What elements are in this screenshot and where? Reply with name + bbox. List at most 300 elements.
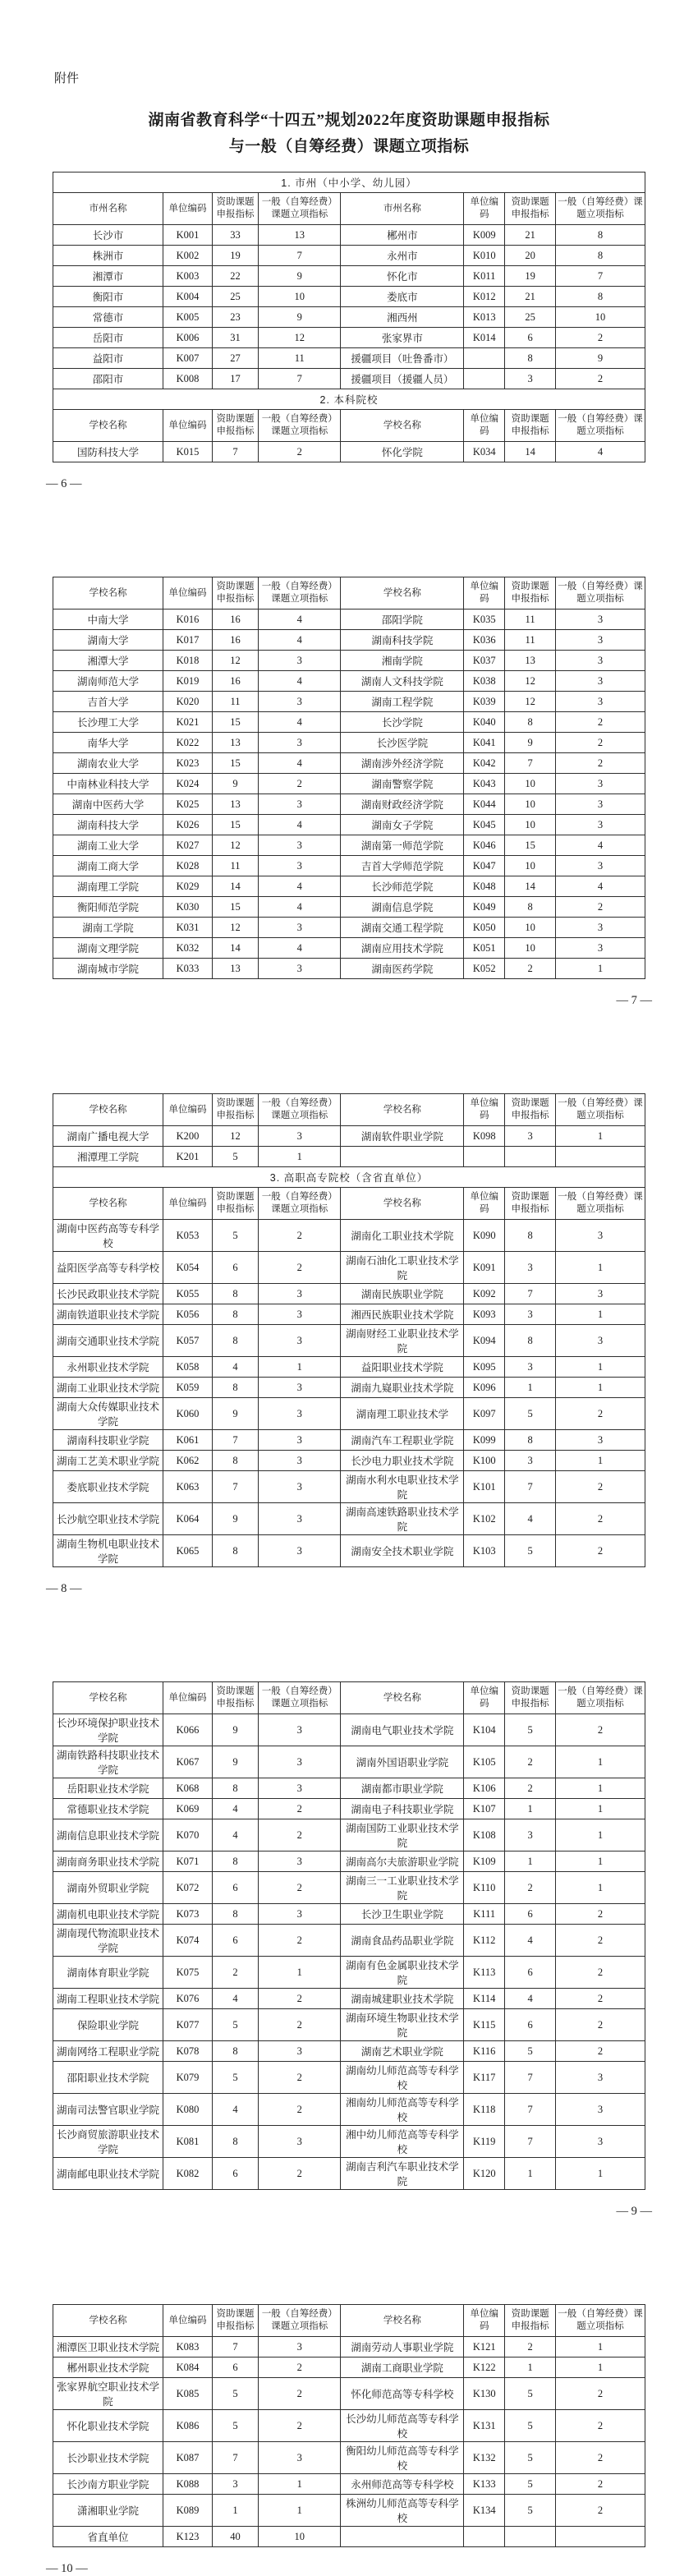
funded-quota-cell: 1	[505, 1852, 556, 1872]
general-quota-cell: 1	[556, 1304, 645, 1325]
name-cell: 衡阳幼儿师范高等专科学校	[341, 2442, 464, 2474]
general-quota-cell: 3	[556, 610, 645, 630]
name-cell: 省直单位	[53, 2527, 163, 2547]
name-cell: 湖南工程职业技术学院	[53, 1989, 163, 2009]
column-header: 一般（自筹经费）课题立项指标	[259, 1094, 341, 1126]
unit-code-cell: K039	[464, 692, 505, 712]
unit-code-cell: K116	[464, 2041, 505, 2062]
funded-quota-cell: 3	[212, 2474, 258, 2495]
name-cell: 湖南医药学院	[341, 959, 464, 979]
unit-code-cell: K041	[464, 733, 505, 753]
page-block	[46, 2304, 645, 2576]
funded-quota-cell: 2	[505, 959, 556, 979]
name-cell: 湖南中医药高等专科学校	[53, 1220, 163, 1252]
funded-quota-cell: 8	[212, 2041, 258, 2062]
name-cell: 湖南科技职业学院	[53, 1430, 163, 1451]
table-row	[53, 630, 645, 651]
funded-quota-cell: 19	[505, 266, 556, 287]
general-quota-cell: 4	[259, 712, 341, 733]
unit-code-cell: K012	[464, 287, 505, 307]
general-quota-cell: 2	[259, 2358, 341, 2378]
general-quota-cell: 1	[556, 1778, 645, 1799]
funded-quota-cell: 12	[212, 651, 258, 671]
unit-code-cell: K106	[464, 1778, 505, 1799]
header-row	[53, 1682, 645, 1714]
column-header: 一般（自筹经费）课题立项指标	[259, 1188, 341, 1220]
unit-code-cell: K095	[464, 1357, 505, 1378]
column-header: 学校名称	[341, 1682, 464, 1714]
table-row	[53, 1925, 645, 1957]
unit-code-cell: K094	[464, 1325, 505, 1357]
general-quota-cell: 2	[556, 712, 645, 733]
name-cell: 长沙师范学院	[341, 876, 464, 897]
general-quota-cell: 4	[556, 835, 645, 856]
unit-code-cell: K098	[464, 1126, 505, 1147]
column-header: 单位编码	[163, 2305, 213, 2337]
unit-code-cell: K060	[163, 1398, 213, 1430]
name-cell: 湖南交通职业技术学院	[53, 1325, 163, 1357]
funded-quota-cell: 5	[212, 2410, 258, 2442]
funded-quota-cell: 5	[212, 1220, 258, 1252]
table-row	[53, 1357, 645, 1378]
name-cell: 湖南体育职业学院	[53, 1957, 163, 1989]
column-header: 学校名称	[53, 1188, 163, 1220]
name-cell: 湘西民族职业技术学院	[341, 1304, 464, 1325]
general-quota-cell: 2	[556, 1957, 645, 1989]
column-header: 单位编码	[464, 1682, 505, 1714]
funded-quota-cell: 7	[212, 1471, 258, 1503]
funded-quota-cell: 15	[505, 835, 556, 856]
column-header: 资助课题申报指标	[505, 1682, 556, 1714]
name-cell: 湖南工程学院	[341, 692, 464, 712]
name-cell: 吉首大学师范学院	[341, 856, 464, 876]
column-header: 学校名称	[53, 1682, 163, 1714]
table-row	[53, 442, 645, 462]
general-quota-cell: 4	[259, 938, 341, 959]
unit-code-cell: K075	[163, 1957, 213, 1989]
general-quota-cell: 13	[259, 225, 341, 246]
funded-quota-cell: 15	[212, 897, 258, 918]
unit-code-cell: K020	[163, 692, 213, 712]
general-quota-cell: 3	[259, 856, 341, 876]
name-cell: 娄底市	[341, 287, 464, 307]
page-number: — 6 —	[46, 477, 82, 490]
name-cell: 邵阳学院	[341, 610, 464, 630]
name-cell: 湖南交通工程学院	[341, 918, 464, 938]
name-cell: 长沙幼儿师范高等专科学校	[341, 2410, 464, 2442]
funded-quota-cell: 3	[505, 1252, 556, 1284]
name-cell: 湖南涉外经济学院	[341, 753, 464, 774]
general-quota-cell: 2	[259, 2158, 341, 2190]
name-cell: 援疆项目（援疆人员）	[341, 369, 464, 389]
name-cell: 湘南幼儿师范高等专科学校	[341, 2094, 464, 2126]
name-cell: 湖南工艺美术职业学院	[53, 1451, 163, 1471]
unit-code-cell: K068	[163, 1778, 213, 1799]
funded-quota-cell: 8	[212, 1852, 258, 1872]
column-header: 资助课题申报指标	[212, 410, 258, 442]
general-quota-cell: 3	[259, 1304, 341, 1325]
name-cell: 长沙南方职业学院	[53, 2474, 163, 2495]
general-quota-cell: 2	[556, 2495, 645, 2527]
name-cell: 长沙医学院	[341, 733, 464, 753]
unit-code-cell: K022	[163, 733, 213, 753]
name-cell: 湖南人文科技学院	[341, 671, 464, 692]
general-quota-cell: 1	[556, 1799, 645, 1819]
table-row	[53, 1819, 645, 1852]
table-row	[53, 918, 645, 938]
unit-code-cell: K097	[464, 1398, 505, 1430]
unit-code-cell: K084	[163, 2358, 213, 2378]
name-cell: 湖南理工学院	[53, 876, 163, 897]
unit-code-cell: K099	[464, 1430, 505, 1451]
table-row	[53, 2495, 645, 2527]
general-quota-cell: 1	[556, 1746, 645, 1778]
section-title: 1. 市州（中小学、幼儿园）	[53, 172, 645, 193]
general-quota-cell: 8	[556, 287, 645, 307]
unit-code-cell: K078	[163, 2041, 213, 2062]
funded-quota-cell: 25	[212, 287, 258, 307]
unit-code-cell: K131	[464, 2410, 505, 2442]
header-row	[53, 410, 645, 442]
unit-code-cell: K026	[163, 815, 213, 835]
table-row	[53, 897, 645, 918]
name-cell: 湖南工学院	[53, 918, 163, 938]
funded-quota-cell: 4	[212, 1799, 258, 1819]
funded-quota-cell: 10	[505, 856, 556, 876]
general-quota-cell: 3	[259, 1430, 341, 1451]
table-row	[53, 1398, 645, 1430]
general-quota-cell: 2	[556, 1925, 645, 1957]
funded-quota-cell: 27	[212, 348, 258, 369]
general-quota-cell: 4	[556, 876, 645, 897]
general-quota-cell: 2	[556, 2041, 645, 2062]
general-quota-cell: 9	[259, 307, 341, 328]
column-header: 单位编码	[464, 1188, 505, 1220]
unit-code-cell: K085	[163, 2378, 213, 2410]
general-quota-cell: 3	[259, 1378, 341, 1398]
funded-quota-cell	[505, 2527, 556, 2547]
general-quota-cell: 2	[259, 1925, 341, 1957]
general-quota-cell: 2	[556, 733, 645, 753]
funded-quota-cell: 6	[212, 2358, 258, 2378]
name-cell: 湖南铁道职业技术学院	[53, 1304, 163, 1325]
funded-quota-cell: 5	[212, 1147, 258, 1167]
funded-quota-cell: 13	[212, 959, 258, 979]
unit-code-cell: K200	[163, 1126, 213, 1147]
column-header: 单位编码	[464, 1094, 505, 1126]
indicator-table	[53, 2304, 645, 2547]
name-cell	[341, 1147, 464, 1167]
funded-quota-cell: 21	[505, 225, 556, 246]
funded-quota-cell: 15	[212, 753, 258, 774]
table-row	[53, 1304, 645, 1325]
unit-code-cell: K063	[163, 1471, 213, 1503]
general-quota-cell: 3	[556, 1284, 645, 1304]
name-cell: 郴州职业技术学院	[53, 2358, 163, 2378]
name-cell: 湖南水利水电职业技术学院	[341, 1471, 464, 1503]
column-header: 学校名称	[341, 1094, 464, 1126]
unit-code-cell: K130	[464, 2378, 505, 2410]
general-quota-cell: 3	[556, 2126, 645, 2158]
funded-quota-cell: 15	[212, 712, 258, 733]
funded-quota-cell: 5	[505, 1535, 556, 1567]
unit-code-cell	[464, 348, 505, 369]
name-cell: 湖南软件职业学院	[341, 1126, 464, 1147]
general-quota-cell: 1	[259, 1957, 341, 1989]
funded-quota-cell: 11	[212, 856, 258, 876]
general-quota-cell: 3	[259, 1535, 341, 1567]
unit-code-cell: K013	[464, 307, 505, 328]
unit-code-cell: K021	[163, 712, 213, 733]
column-header: 资助课题申报指标	[212, 1188, 258, 1220]
funded-quota-cell: 12	[212, 918, 258, 938]
funded-quota-cell: 23	[212, 307, 258, 328]
general-quota-cell	[556, 1147, 645, 1167]
unit-code-cell: K057	[163, 1325, 213, 1357]
general-quota-cell: 3	[556, 1430, 645, 1451]
general-quota-cell: 2	[556, 1904, 645, 1925]
column-header: 学校名称	[53, 1094, 163, 1126]
name-cell: 湘潭大学	[53, 651, 163, 671]
funded-quota-cell: 1	[505, 1378, 556, 1398]
unit-code-cell: K040	[464, 712, 505, 733]
unit-code-cell: K132	[464, 2442, 505, 2474]
unit-code-cell: K086	[163, 2410, 213, 2442]
funded-quota-cell: 16	[212, 671, 258, 692]
funded-quota-cell: 8	[505, 1430, 556, 1451]
name-cell: 益阳职业技术学院	[341, 1357, 464, 1378]
column-header: 单位编码	[464, 410, 505, 442]
name-cell: 湖南工业职业技术学院	[53, 1378, 163, 1398]
general-quota-cell: 2	[556, 2442, 645, 2474]
unit-code-cell: K077	[163, 2009, 213, 2041]
funded-quota-cell: 9	[212, 1746, 258, 1778]
funded-quota-cell: 8	[212, 1451, 258, 1471]
name-cell: 湖南都市职业学院	[341, 1778, 464, 1799]
name-cell: 湖南民族职业学院	[341, 1284, 464, 1304]
funded-quota-cell: 7	[212, 1430, 258, 1451]
funded-quota-cell: 22	[212, 266, 258, 287]
name-cell: 中南林业科技大学	[53, 774, 163, 794]
name-cell: 湖南现代物流职业技术学院	[53, 1925, 163, 1957]
unit-code-cell: K134	[464, 2495, 505, 2527]
name-cell: 湖南科技学院	[341, 630, 464, 651]
name-cell: 湖南科技大学	[53, 815, 163, 835]
funded-quota-cell: 9	[212, 1714, 258, 1746]
general-quota-cell: 3	[259, 651, 341, 671]
name-cell: 湖南劳动人事职业学院	[341, 2337, 464, 2358]
table-row	[53, 1220, 645, 1252]
funded-quota-cell: 15	[212, 815, 258, 835]
funded-quota-cell: 2	[505, 1746, 556, 1778]
general-quota-cell: 2	[259, 1252, 341, 1284]
name-cell: 湖南吉利汽车职业技术学院	[341, 2158, 464, 2190]
name-cell: 益阳市	[53, 348, 163, 369]
column-header: 单位编码	[163, 1094, 213, 1126]
unit-code-cell: K121	[464, 2337, 505, 2358]
column-header: 一般（自筹经费）课题立项指标	[259, 1682, 341, 1714]
unit-code-cell: K081	[163, 2126, 213, 2158]
funded-quota-cell: 13	[212, 733, 258, 753]
funded-quota-cell: 6	[505, 2009, 556, 2041]
name-cell: 衡阳市	[53, 287, 163, 307]
name-cell: 南华大学	[53, 733, 163, 753]
unit-code-cell: K111	[464, 1904, 505, 1925]
general-quota-cell: 3	[556, 692, 645, 712]
funded-quota-cell: 6	[212, 1252, 258, 1284]
name-cell: 湖南女子学院	[341, 815, 464, 835]
unit-code-cell: K093	[464, 1304, 505, 1325]
column-header: 资助课题申报指标	[505, 1188, 556, 1220]
general-quota-cell: 3	[259, 1451, 341, 1471]
funded-quota-cell: 8	[505, 897, 556, 918]
unit-code-cell: K083	[163, 2337, 213, 2358]
general-quota-cell: 4	[259, 610, 341, 630]
name-cell: 湖南幼儿师范高等专科学校	[341, 2062, 464, 2094]
funded-quota-cell: 3	[505, 369, 556, 389]
unit-code-cell	[464, 369, 505, 389]
column-header: 市州名称	[53, 193, 163, 225]
general-quota-cell: 4	[556, 442, 645, 462]
column-header: 学校名称	[341, 410, 464, 442]
table-row	[53, 651, 645, 671]
unit-code-cell: K066	[163, 1714, 213, 1746]
funded-quota-cell: 10	[505, 918, 556, 938]
unit-code-cell: K105	[464, 1746, 505, 1778]
general-quota-cell: 2	[556, 1503, 645, 1535]
funded-quota-cell: 7	[212, 2442, 258, 2474]
table-row	[53, 1126, 645, 1147]
name-cell: 湖南商务职业技术学院	[53, 1852, 163, 1872]
funded-quota-cell: 7	[212, 442, 258, 462]
table-row	[53, 1147, 645, 1167]
funded-quota-cell: 6	[505, 1904, 556, 1925]
funded-quota-cell: 5	[505, 1714, 556, 1746]
unit-code-cell: K067	[163, 1746, 213, 1778]
name-cell: 湖南大众传媒职业技术学院	[53, 1398, 163, 1430]
name-cell: 湖南铁路科技职业技术学院	[53, 1746, 163, 1778]
general-quota-cell: 3	[556, 2062, 645, 2094]
name-cell: 湖南广播电视大学	[53, 1126, 163, 1147]
funded-quota-cell: 33	[212, 225, 258, 246]
unit-code-cell: K055	[163, 1284, 213, 1304]
general-quota-cell: 2	[556, 1398, 645, 1430]
name-cell: 长沙电力职业技术学院	[341, 1451, 464, 1471]
name-cell: 永州市	[341, 246, 464, 266]
header-row	[53, 1188, 645, 1220]
name-cell: 湖南农业大学	[53, 753, 163, 774]
general-quota-cell: 3	[259, 1746, 341, 1778]
unit-code-cell: K074	[163, 1925, 213, 1957]
document-title	[0, 108, 698, 160]
general-quota-cell: 4	[259, 671, 341, 692]
unit-code-cell: K019	[163, 671, 213, 692]
general-quota-cell: 3	[259, 2126, 341, 2158]
table-row	[53, 2474, 645, 2495]
table-row	[53, 1378, 645, 1398]
name-cell: 怀化职业技术学院	[53, 2410, 163, 2442]
funded-quota-cell: 10	[505, 815, 556, 835]
general-quota-cell: 12	[259, 328, 341, 348]
general-quota-cell: 10	[259, 287, 341, 307]
funded-quota-cell: 13	[505, 651, 556, 671]
unit-code-cell: K091	[464, 1252, 505, 1284]
unit-code-cell	[464, 1147, 505, 1167]
general-quota-cell: 1	[556, 959, 645, 979]
unit-code-cell: K112	[464, 1925, 505, 1957]
table-row	[53, 2158, 645, 2190]
unit-code-cell: K046	[464, 835, 505, 856]
indicator-table	[53, 172, 645, 462]
name-cell: 怀化学院	[341, 442, 464, 462]
funded-quota-cell: 10	[505, 938, 556, 959]
funded-quota-cell: 8	[212, 1304, 258, 1325]
unit-code-cell: K047	[464, 856, 505, 876]
funded-quota-cell: 6	[505, 1957, 556, 1989]
general-quota-cell: 3	[556, 1220, 645, 1252]
header-row	[53, 577, 645, 610]
table-row	[53, 1325, 645, 1357]
funded-quota-cell: 12	[505, 692, 556, 712]
unit-code-cell: K052	[464, 959, 505, 979]
unit-code-cell: K090	[464, 1220, 505, 1252]
unit-code-cell: K038	[464, 671, 505, 692]
funded-quota-cell: 7	[505, 1471, 556, 1503]
general-quota-cell	[556, 2527, 645, 2547]
general-quota-cell: 10	[259, 2527, 341, 2547]
column-header: 资助课题申报指标	[505, 2305, 556, 2337]
table-row	[53, 307, 645, 328]
funded-quota-cell	[505, 1147, 556, 1167]
page-number: — 7 —	[616, 994, 652, 1007]
unit-code-cell: K002	[163, 246, 213, 266]
funded-quota-cell: 8	[212, 1778, 258, 1799]
unit-code-cell: K054	[163, 1252, 213, 1284]
general-quota-cell: 2	[259, 2410, 341, 2442]
name-cell: 湖南财政经济学院	[341, 794, 464, 815]
general-quota-cell: 1	[259, 1357, 341, 1378]
name-cell: 湖南国防工业职业技术学院	[341, 1819, 464, 1852]
funded-quota-cell: 4	[505, 1503, 556, 1535]
funded-quota-cell: 40	[212, 2527, 258, 2547]
funded-quota-cell: 6	[212, 2158, 258, 2190]
attachment-label: 附件	[54, 71, 80, 85]
unit-code-cell: K096	[464, 1378, 505, 1398]
column-header: 单位编码	[464, 193, 505, 225]
unit-code-cell: K069	[163, 1799, 213, 1819]
general-quota-cell: 3	[259, 1126, 341, 1147]
name-cell: 湖南三一工业职业技术学院	[341, 1872, 464, 1904]
table-row	[53, 1430, 645, 1451]
unit-code-cell: K011	[464, 266, 505, 287]
table-row	[53, 328, 645, 348]
unit-code-cell: K115	[464, 2009, 505, 2041]
unit-code-cell: K004	[163, 287, 213, 307]
general-quota-cell: 9	[556, 348, 645, 369]
funded-quota-cell: 5	[212, 2009, 258, 2041]
unit-code-cell: K056	[163, 1304, 213, 1325]
name-cell: 湘潭市	[53, 266, 163, 287]
general-quota-cell: 3	[259, 1852, 341, 1872]
unit-code-cell: K037	[464, 651, 505, 671]
name-cell: 湖南生物机电职业技术学院	[53, 1535, 163, 1567]
column-header: 单位编码	[163, 577, 213, 610]
unit-code-cell: K018	[163, 651, 213, 671]
table-row	[53, 1989, 645, 2009]
general-quota-cell: 1	[259, 2495, 341, 2527]
funded-quota-cell: 10	[505, 794, 556, 815]
page-block	[46, 172, 645, 491]
